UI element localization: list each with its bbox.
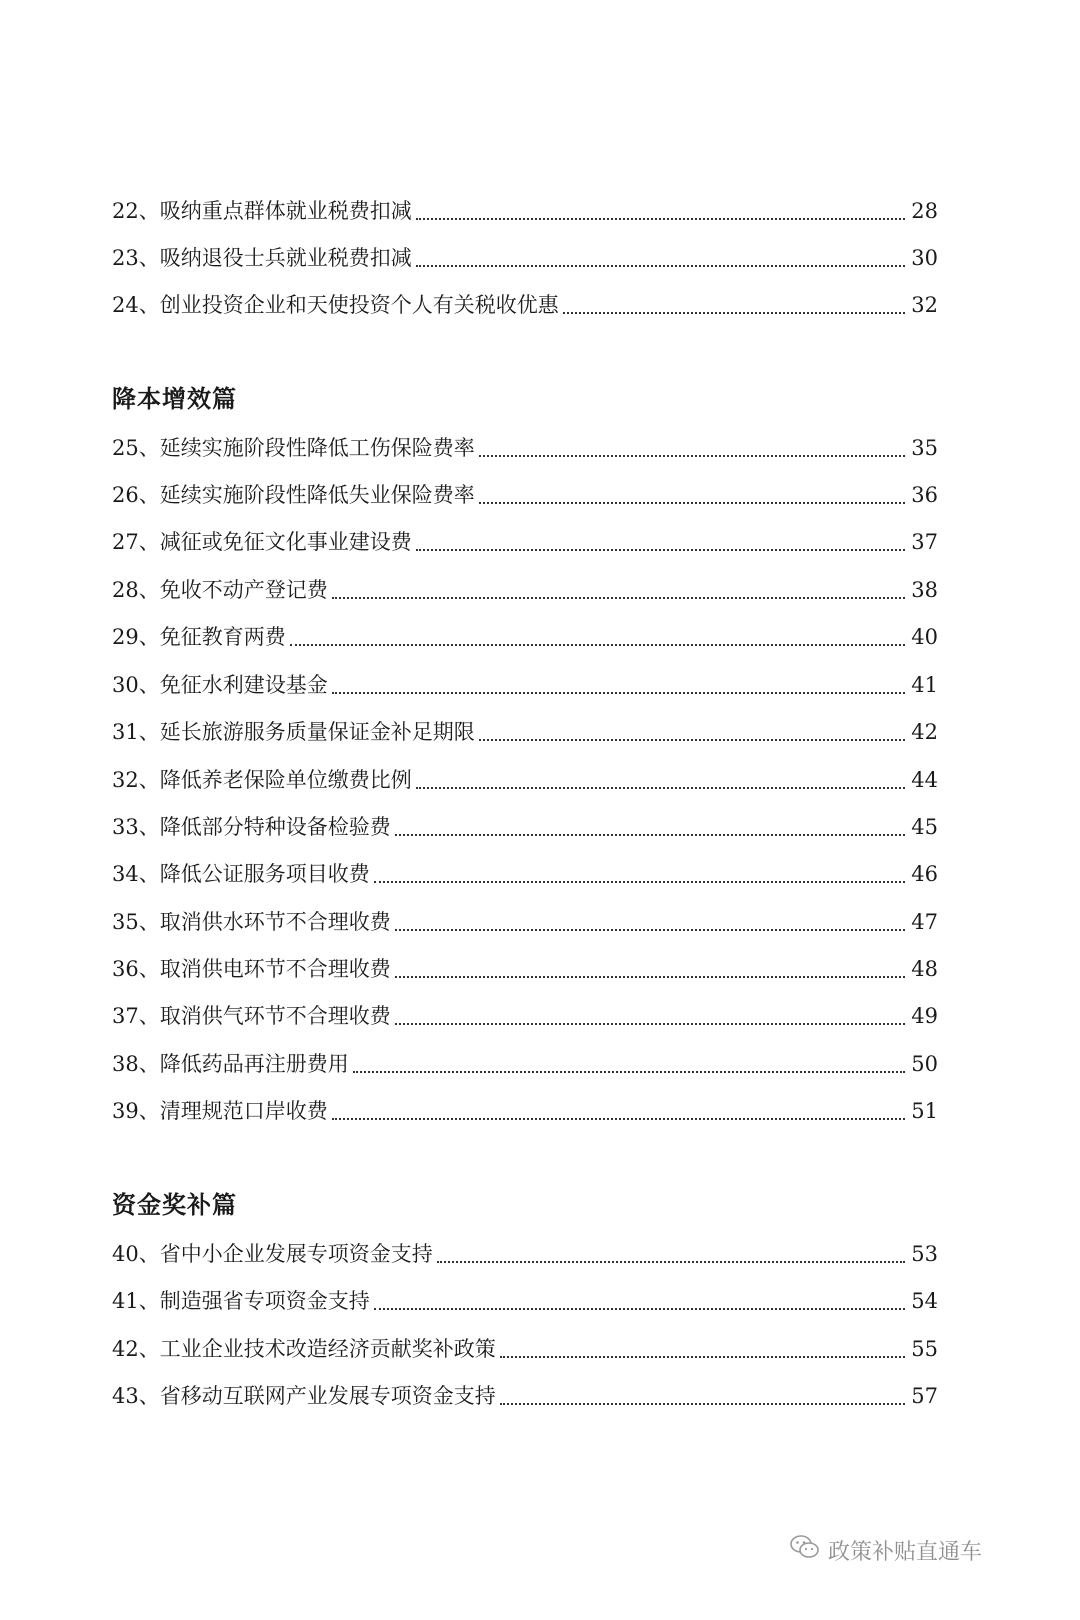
entry-separator: 、 [138,1242,160,1266]
entry-number: 22 [112,199,139,223]
toc-entry [112,617,938,657]
entry-title: 吸纳退役士兵就业税费扣减 [159,246,412,270]
dot-leader [500,1356,906,1358]
dot-leader [395,1023,906,1025]
entry-title: 免收不动产登记费 [159,578,328,602]
toc-entry [112,191,938,231]
entry-separator: 、 [138,483,160,507]
entry-number: 42 [112,1337,139,1361]
entry-number: 40 [112,1242,139,1266]
entry-title: 制造强省专项资金支持 [159,1289,370,1313]
toc-entry [112,902,938,942]
toc-entry [112,570,938,610]
page-number: 48 [911,957,938,981]
entry-separator: 、 [138,1099,160,1123]
page-number: 50 [911,1052,938,1076]
dot-leader [563,312,906,314]
entry-number: 37 [112,1004,139,1028]
entry-title: 工业企业技术改造经济贡献奖补政策 [159,1337,496,1361]
page-number: 46 [911,862,938,886]
entry-number: 31 [112,720,139,744]
page-number: 47 [911,910,938,934]
entry-number: 25 [112,436,139,460]
entry-title: 降低养老保险单位缴费比例 [159,768,412,792]
toc-entry [112,760,938,800]
toc-entry [112,1329,938,1369]
entry-separator: 、 [138,293,160,317]
entry-number: 35 [112,910,139,934]
entry-number: 27 [112,530,139,554]
watermark-text: 政策补贴直通车 [828,1539,983,1565]
entry-number: 36 [112,957,139,981]
toc-entry [112,1234,938,1274]
dot-leader [500,1403,906,1405]
entry-separator: 、 [138,720,160,744]
entry-separator: 、 [138,1004,160,1028]
entry-separator: 、 [138,1384,160,1408]
section-heading: 资金奖补篇 [112,1191,237,1219]
entry-separator: 、 [138,1337,160,1361]
page-number: 41 [911,673,938,697]
dot-leader [416,549,906,551]
dot-leader [416,218,906,220]
page-number: 40 [911,625,938,649]
entry-title: 取消供电环节不合理收费 [159,957,391,981]
entry-title: 取消供气环节不合理收费 [159,1004,391,1028]
entry-separator: 、 [138,578,160,602]
wechat-watermark [790,1532,982,1568]
dot-leader [332,597,906,599]
dot-leader [353,1071,906,1073]
dot-leader [290,644,906,646]
dot-leader [374,1308,906,1310]
entry-title: 清理规范口岸收费 [159,1099,328,1123]
entry-title: 免征教育两费 [159,625,286,649]
entry-title: 延长旅游服务质量保证金补足期限 [159,720,475,744]
toc-entry [112,285,938,325]
toc-entry [112,807,938,847]
toc-entry [112,1091,938,1131]
dot-leader [416,265,906,267]
page-number: 32 [911,293,938,317]
toc-entry [112,1044,938,1084]
entry-number: 38 [112,1052,139,1076]
entry-title: 降低药品再注册费用 [159,1052,349,1076]
entry-separator: 、 [138,530,160,554]
entry-title: 吸纳重点群体就业税费扣减 [159,199,412,223]
entry-number: 33 [112,815,139,839]
entry-title: 降低部分特种设备检验费 [159,815,391,839]
section-heading: 降本增效篇 [112,385,237,413]
entry-separator: 、 [138,1052,160,1076]
dot-leader [395,834,906,836]
entry-number: 24 [112,293,139,317]
toc-entry [112,996,938,1036]
dot-leader [479,455,906,457]
dot-leader [479,502,906,504]
toc-entry [112,1376,938,1416]
dot-leader [416,787,906,789]
toc-entry [112,712,938,752]
entry-title: 减征或免征文化事业建设费 [159,530,412,554]
entry-number: 30 [112,673,139,697]
toc-entry [112,1281,938,1321]
toc-entry [112,238,938,278]
entry-number: 28 [112,578,139,602]
page-number: 51 [911,1099,938,1123]
page-number: 38 [911,578,938,602]
entry-separator: 、 [138,1289,160,1313]
wechat-icon [790,1534,828,1566]
dot-leader [374,881,906,883]
toc-entry [112,854,938,894]
page-number: 55 [911,1337,938,1361]
page-number: 53 [911,1242,938,1266]
entry-number: 23 [112,246,139,270]
entry-separator: 、 [138,673,160,697]
entry-separator: 、 [138,862,160,886]
entry-separator: 、 [138,436,160,460]
entry-separator: 、 [138,768,160,792]
dot-leader [479,739,906,741]
entry-number: 41 [112,1289,139,1313]
entry-title: 延续实施阶段性降低失业保险费率 [159,483,475,507]
page-number: 35 [911,436,938,460]
page-number: 49 [911,1004,938,1028]
entry-separator: 、 [138,815,160,839]
entry-title: 延续实施阶段性降低工伤保险费率 [159,436,475,460]
toc-entry [112,475,938,515]
entry-separator: 、 [138,246,160,270]
page-number: 44 [911,768,938,792]
page-number: 42 [911,720,938,744]
dot-leader [437,1261,906,1263]
dot-leader [332,692,906,694]
toc-entry [112,428,938,468]
dot-leader [332,1118,906,1120]
entry-number: 34 [112,862,139,886]
page-number: 28 [911,199,938,223]
page-number: 36 [911,483,938,507]
page-number: 57 [911,1384,938,1408]
dot-leader [395,929,906,931]
page-number: 54 [911,1289,938,1313]
dot-leader [395,976,906,978]
entry-title: 省中小企业发展专项资金支持 [159,1242,433,1266]
entry-title: 取消供水环节不合理收费 [159,910,391,934]
entry-separator: 、 [138,957,160,981]
toc-entry [112,665,938,705]
entry-separator: 、 [138,625,160,649]
entry-title: 创业投资企业和天使投资个人有关税收优惠 [159,293,559,317]
page-number: 37 [911,530,938,554]
entry-separator: 、 [138,910,160,934]
entry-number: 26 [112,483,139,507]
toc-entry [112,522,938,562]
entry-title: 免征水利建设基金 [159,673,328,697]
entry-number: 29 [112,625,139,649]
entry-separator: 、 [138,199,160,223]
page-number: 30 [911,246,938,270]
entry-title: 省移动互联网产业发展专项资金支持 [159,1384,496,1408]
entry-number: 39 [112,1099,139,1123]
entry-title: 降低公证服务项目收费 [159,862,370,886]
page-number: 45 [911,815,938,839]
toc-entry [112,949,938,989]
entry-number: 32 [112,768,139,792]
entry-number: 43 [112,1384,139,1408]
